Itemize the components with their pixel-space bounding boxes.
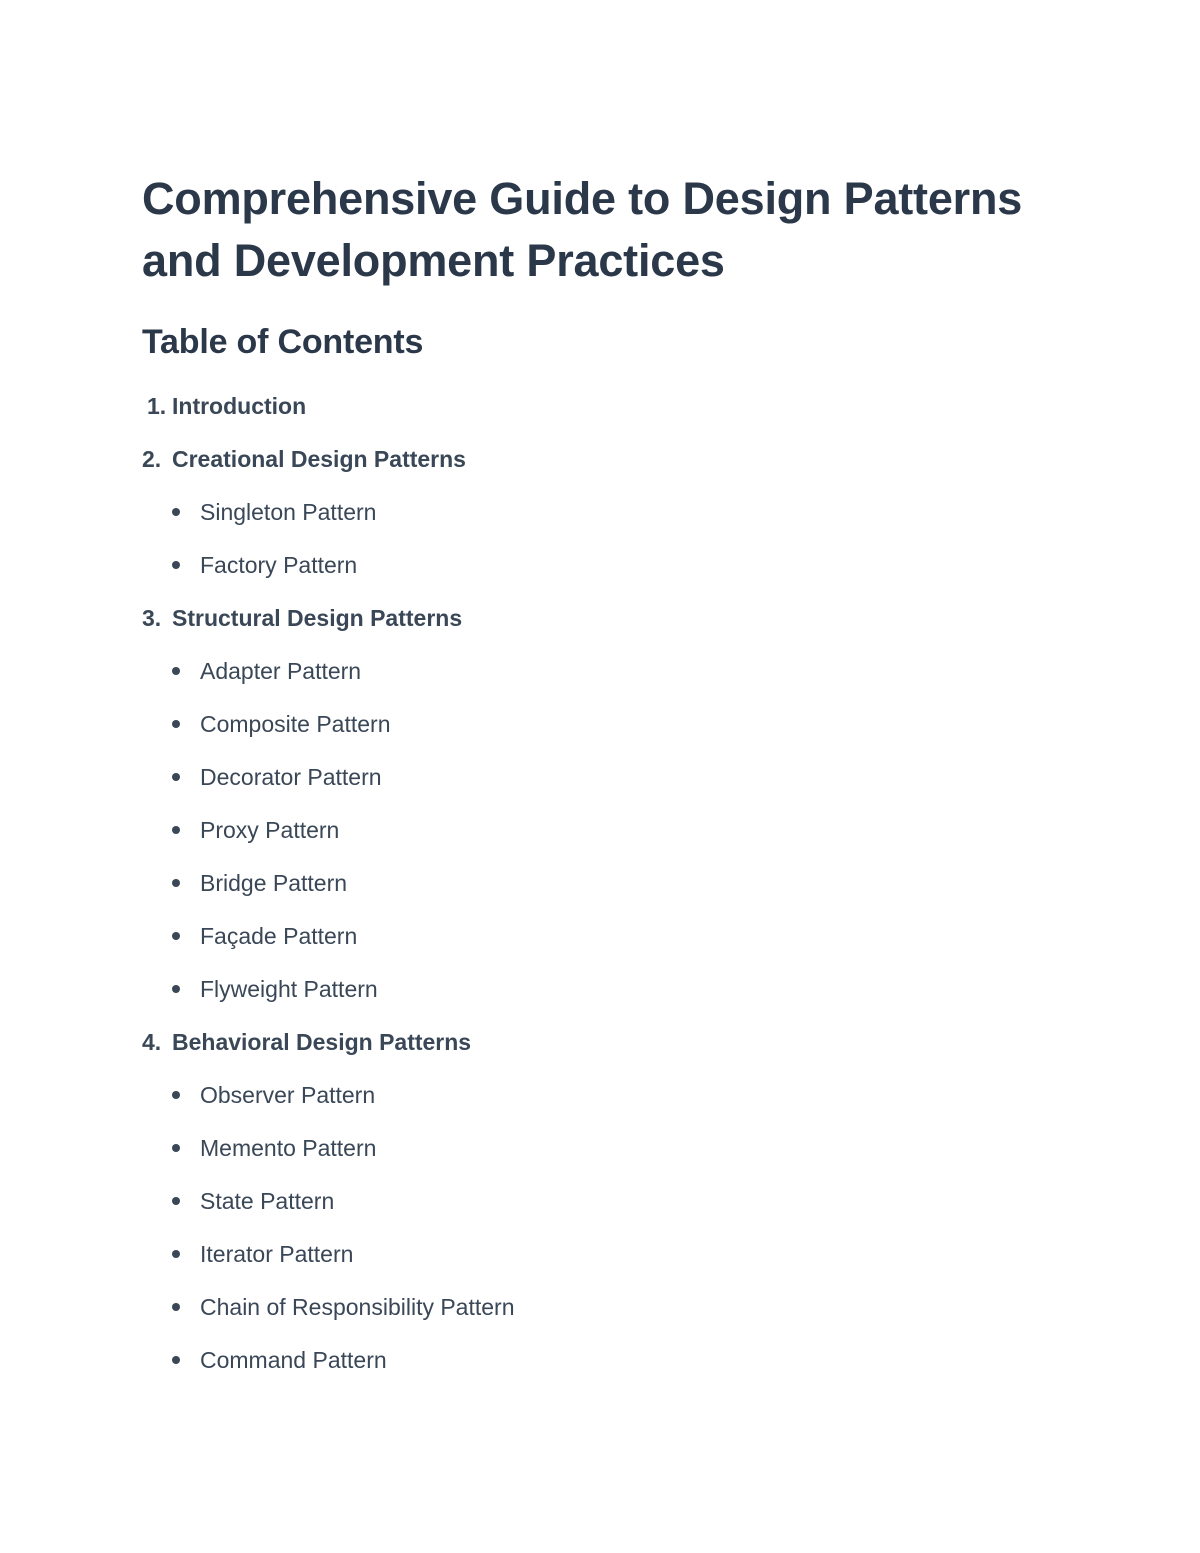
toc-subsection-label: Singleton Pattern <box>200 499 377 525</box>
bullet-icon <box>172 508 180 516</box>
toc-section-row[interactable] <box>142 392 1042 445</box>
bullet-icon <box>172 1144 180 1152</box>
bullet-icon <box>172 932 180 940</box>
toc-subsection-item[interactable] <box>142 1187 1042 1240</box>
toc-subsection-list <box>142 657 1042 1028</box>
toc-subsection-label: Adapter Pattern <box>200 658 362 684</box>
toc-section-introduction <box>142 392 1042 445</box>
bullet-icon <box>172 1250 180 1258</box>
toc-section-behavioral <box>142 1028 1042 1399</box>
toc-subsection-label: Chain of Responsibility Pattern <box>200 1294 515 1320</box>
bullet-icon <box>172 1091 180 1099</box>
toc-subsection-item[interactable] <box>142 763 1042 816</box>
toc-subsection-item[interactable] <box>142 1081 1042 1134</box>
toc-subsection-item[interactable] <box>142 816 1042 869</box>
toc-subsection-item[interactable] <box>142 1240 1042 1293</box>
toc-section-row[interactable] <box>142 445 1042 498</box>
bullet-icon <box>172 720 180 728</box>
toc-subsection-label: Iterator Pattern <box>200 1241 354 1267</box>
toc-subsection-list <box>142 1081 1042 1399</box>
toc-heading: Table of Contents <box>142 323 424 361</box>
toc-subsection-label: Observer Pattern <box>200 1082 376 1108</box>
toc-section-number: 1. <box>147 393 167 419</box>
bullet-icon <box>172 1356 180 1364</box>
toc-section-label: Introduction <box>172 393 307 419</box>
toc-subsection-label: Decorator Pattern <box>200 764 382 790</box>
toc-subsection-label: Façade Pattern <box>200 923 358 949</box>
toc-subsection-label: Flyweight Pattern <box>200 976 378 1002</box>
toc-subsection-item[interactable] <box>142 657 1042 710</box>
toc-subsection-item[interactable] <box>142 975 1042 1028</box>
toc-section-row[interactable] <box>142 1028 1042 1081</box>
toc-subsection-label: Proxy Pattern <box>200 817 340 843</box>
toc-subsection-item[interactable] <box>142 710 1042 763</box>
toc-section-number: 2. <box>142 446 162 472</box>
toc-section-number: 3. <box>142 605 162 631</box>
toc-subsection-item[interactable] <box>142 498 1042 551</box>
bullet-icon <box>172 879 180 887</box>
toc-section-structural <box>142 604 1042 1028</box>
toc-section-creational <box>142 445 1042 604</box>
toc-subsection-label: Factory Pattern <box>200 552 358 578</box>
bullet-icon <box>172 826 180 834</box>
toc-subsection-label: Bridge Pattern <box>200 870 348 896</box>
toc-subsection-item[interactable] <box>142 869 1042 922</box>
toc-subsection-label: Memento Pattern <box>200 1135 377 1161</box>
toc-subsection-label: State Pattern <box>200 1188 335 1214</box>
toc-subsection-item[interactable] <box>142 1293 1042 1346</box>
bullet-icon <box>172 1197 180 1205</box>
toc-section-label: Behavioral Design Patterns <box>172 1029 472 1055</box>
toc-subsection-label: Composite Pattern <box>200 711 391 737</box>
table-of-contents <box>142 392 1042 1399</box>
toc-subsection-list <box>142 498 1042 604</box>
bullet-icon <box>172 667 180 675</box>
bullet-icon <box>172 1303 180 1311</box>
toc-subsection-item[interactable] <box>142 1346 1042 1399</box>
document-page <box>142 168 1042 1399</box>
toc-section-row[interactable] <box>142 604 1042 657</box>
bullet-icon <box>172 561 180 569</box>
toc-subsection-label: Command Pattern <box>200 1347 387 1373</box>
toc-section-label: Structural Design Patterns <box>172 605 463 631</box>
document-title: Comprehensive Guide to Design Patterns and Development Practices <box>142 173 1023 286</box>
toc-subsection-item[interactable] <box>142 1134 1042 1187</box>
toc-section-number: 4. <box>142 1029 162 1055</box>
bullet-icon <box>172 773 180 781</box>
toc-subsection-item[interactable] <box>142 551 1042 604</box>
toc-subsection-item[interactable] <box>142 922 1042 975</box>
toc-section-label: Creational Design Patterns <box>172 446 466 472</box>
bullet-icon <box>172 985 180 993</box>
